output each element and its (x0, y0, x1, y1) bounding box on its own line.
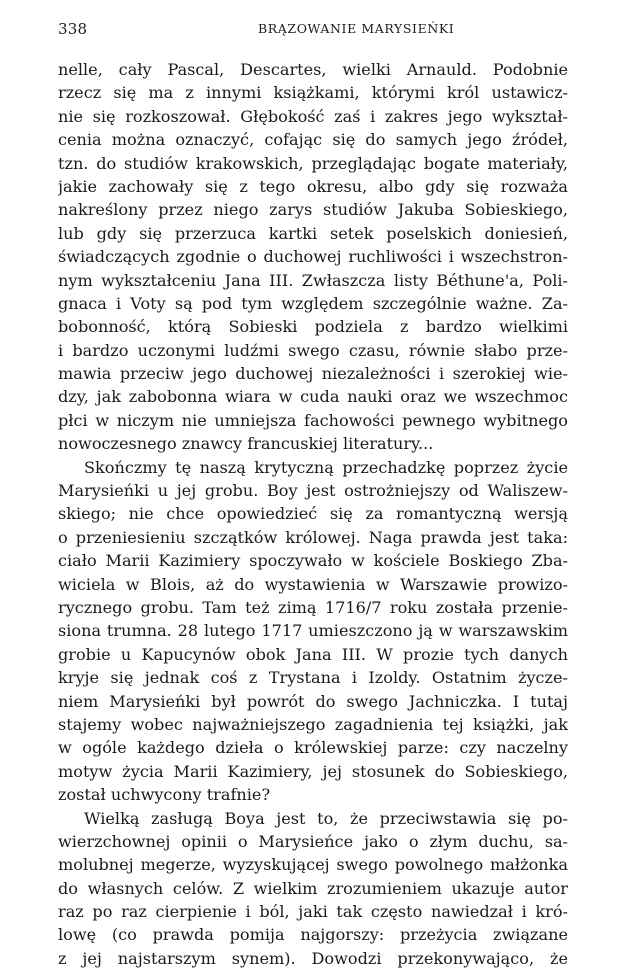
text-line: wiciela w Blois, aż do wystawienia w Warszawie prowizo- (58, 574, 568, 594)
text-line: nowoczesnego znawcy francuskiej literatury... (58, 434, 434, 454)
text-line: mawia przeciw jego duchowej niezależności i szerokiej wie- (58, 364, 568, 384)
text-line: grobie u Kapucynów obok Jana III. W prozie tych danych (58, 644, 568, 664)
text-line: gnaca i Voty są pod tym względem szczególnie ważne. Za- (58, 293, 568, 313)
text-line: Wielką zasługą Boya jest to, że przeciwstawia się po- (84, 808, 568, 828)
text-line: rzecz się ma z innymi książkami, którymi król ustawicz- (58, 83, 568, 103)
text-line: i bardzo uczonymi ludźmi swego czasu, równie słabo prze- (58, 340, 568, 360)
text-line: nakreślony przez niego zarys studiów Jakuba Sobieskiego, (58, 200, 568, 220)
text-line: nie się rozkoszował. Głębokość zaś i zakres jego wykształ- (58, 106, 568, 126)
text-line: raz po raz cierpienie i ból, jaki tak często nawiedzał i kró- (58, 902, 568, 922)
text-line: o przeniesieniu szczątków królowej. Naga prawda jest taka: (58, 527, 568, 547)
text-line: ciało Marii Kazimiery spoczywało w kościele Boskiego Zba- (58, 551, 568, 571)
text-line: lowę (co prawda pomija najgorszy: przeżycia związane (58, 925, 568, 945)
body-text (58, 58, 568, 970)
text-line: nym wykształceniu Jana III. Zwłaszcza listy Béthune'a, Poli- (58, 270, 568, 290)
text-line: z jej najstarszym synem). Dowodzi przekonywająco, że (58, 948, 568, 968)
text-line: motyw życia Marii Kazimiery, jej stosunek do Sobieskiego, (58, 761, 568, 781)
text-line: wierzchownej opinii o Marysieńce jako o złym duchu, sa- (58, 831, 568, 851)
text-line: w ogóle każdego dzieła o królewskiej parze: czy naczelny (58, 738, 568, 758)
text-line: rycznego grobu. Tam też zimą 1716/7 roku została przenie- (58, 597, 568, 617)
text-line: Skończmy tę naszą krytyczną przechadzkę poprzez życie (84, 457, 568, 477)
text-line: jakie zachowały się z tego okresu, albo gdy się rozważa (58, 176, 568, 196)
text-line: płci w niczym nie umniejsza fachowości pewnego wybitnego (58, 410, 568, 430)
text-line: świadczących zgodnie o duchowej ruchliwości i wszechstron- (58, 247, 568, 267)
text-line: niem Marysieńki był powrót do swego Jachniczka. I tutaj (58, 691, 568, 711)
text-line: został uchwycony trafnie? (58, 785, 271, 805)
text-line: nelle, cały Pascal, Descartes, wielki Arnauld. Podobnie (58, 60, 568, 79)
text-line: bobonność, którą Sobieski podziela z bardzo wielkimi (58, 317, 568, 337)
page-number: 338 (58, 20, 88, 38)
text-line: kryje się jednak coś z Trystana i Izoldy. Ostatnim życze- (58, 668, 568, 688)
text-line: stajemy wobec najważniejszego zagadnienia tej książki, jak (58, 714, 568, 734)
text-line: cenia można oznaczyć, cofając się do samych jego źródeł, (58, 130, 568, 150)
text-line: Marysieńki u jej grobu. Boy jest ostrożniejszy od Waliszew- (58, 481, 568, 501)
running-head: BRĄZOWANIE MARYSIEŃKI (258, 21, 455, 36)
text-line: do własnych celów. Z wielkim zrozumieniem ukazuje autor (58, 878, 568, 898)
text-line: siona trumna. 28 lutego 1717 umieszczono ją w warszawskim (58, 621, 568, 641)
text-line: tzn. do studiów krakowskich, przeglądając bogate materiały, (58, 153, 568, 173)
text-line: molubnej megerze, wyzyskującej swego powolnego małżonka (58, 855, 568, 875)
text-line: skiego; nie chce opowiedzieć się za romantyczną wersją (58, 504, 568, 524)
page-header (58, 20, 568, 40)
text-line: dzy, jak zabobonna wiara w cuda nauki oraz we wszechmoc (58, 387, 568, 407)
text-line: lub gdy się przerzuca kartki setek poselskich doniesień, (58, 223, 568, 243)
